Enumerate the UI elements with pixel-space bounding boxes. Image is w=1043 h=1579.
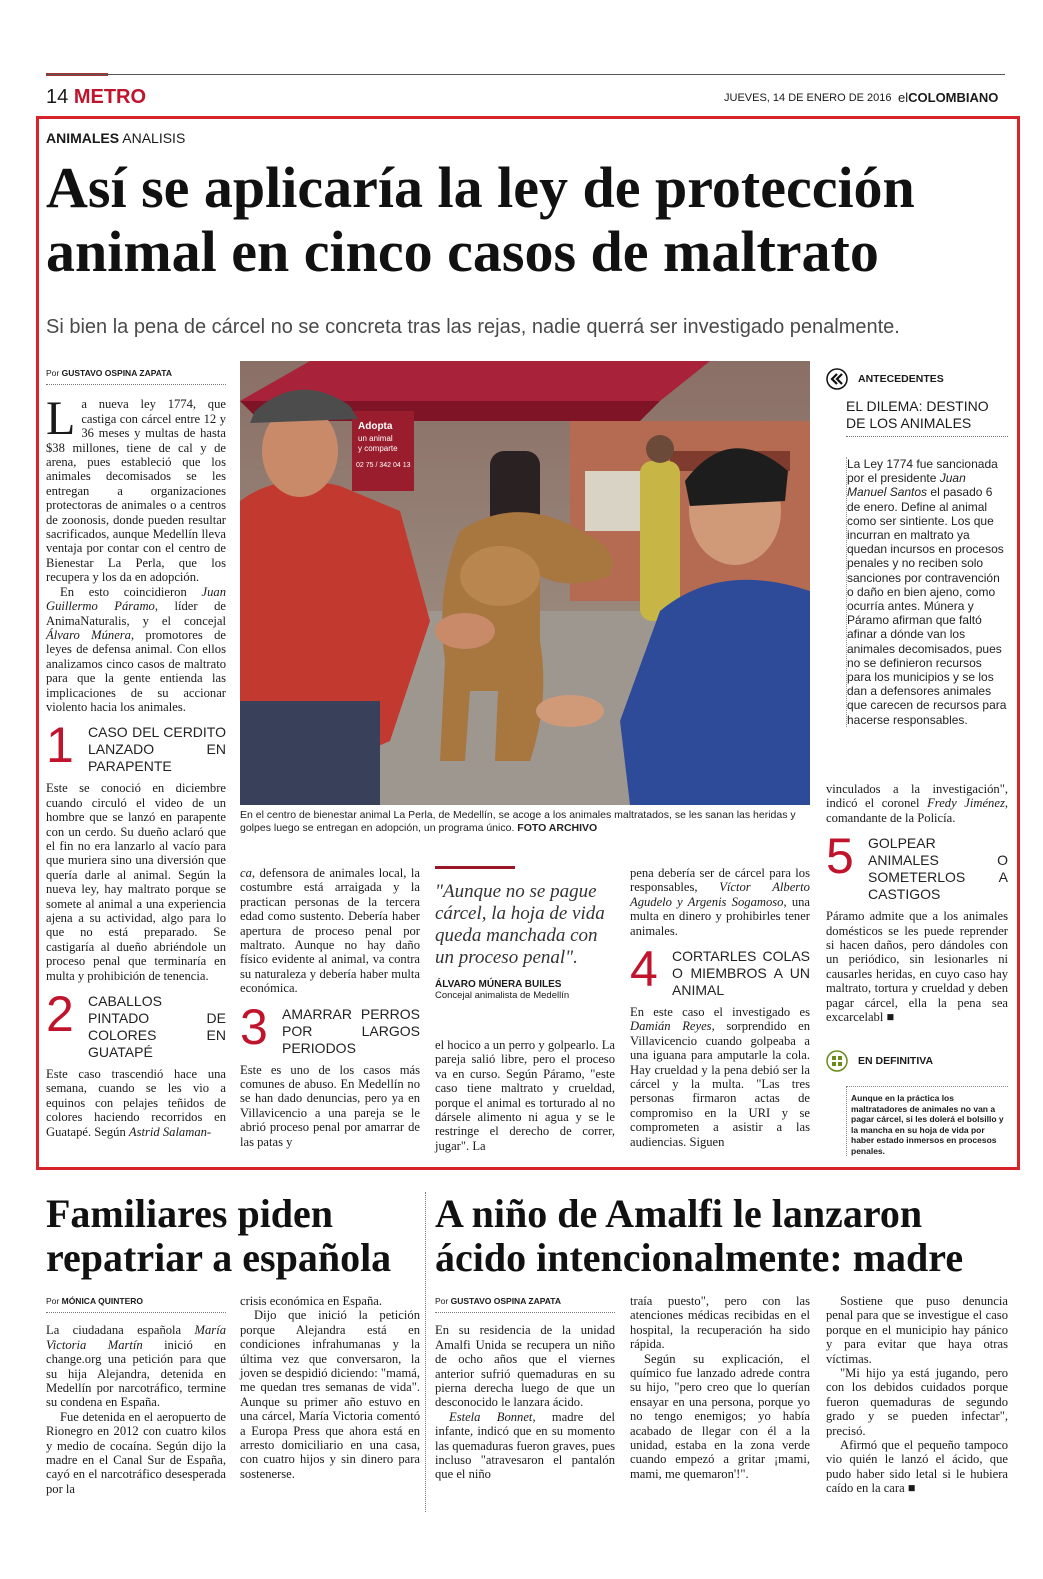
left-story-column-1 xyxy=(46,1294,226,1496)
byline-name: MÓNICA QUINTERO xyxy=(61,1296,143,1306)
case-3-text: Este es uno de los casos más comunes de abuso. En Medellín no se han dado denuncias, pero ya en Villavicencio a una pareja se le abrió proceso penal por amarrar de las patas y xyxy=(240,1062,420,1149)
paragraph: traía puesto", pero con las atenciones médicas recibidas en el hospital, la recuperación ha sido rápida. xyxy=(630,1294,810,1352)
sidebar-title: EL DILEMA: DESTINO DE LOS ANIMALES xyxy=(846,398,1008,437)
text: La ciudadana española xyxy=(46,1323,182,1338)
text: , promotores de leyes de defensa animal. Con ellos analizamos cinco casos de maltrato para que la gente entienda las implicaciones de su accionar violento hacia los animales. xyxy=(46,627,226,714)
byline-prefix: Por xyxy=(46,1296,60,1306)
text: , defensora de animales local, la costumbre está arraigada y la practican personas de la tercera edad como sustento. Debería haber apertura de proceso penal por maltrato. Aunque no hay daño físico evidente al animal, va contra su naturaleza y debería haber multa económica. xyxy=(240,866,420,996)
page-number: 14 xyxy=(46,86,69,108)
paragraph xyxy=(46,585,226,715)
person-name: Fredy Jiménez xyxy=(927,796,1005,811)
person-name: Juan Manuel Santos xyxy=(847,471,966,500)
paragraph: Según su explicación, el químico fue lanzado adrede contra su hijo, "pero creo que lo querían ensayar en una persona, porque yo no tengo enemigos; yo había acabado de llegar con él a la unidad, estaba en la zona verde cuando empezó a gritar ¡mami, mami, me quemaron'!". xyxy=(630,1351,810,1481)
case-title: AMARRAR PERROS POR LARGOS PERIODOS xyxy=(282,1005,420,1056)
case-5-text: Páramo admite que a los animales domésticos se les puede reprender si hacen daños, pero dándoles con un periódico, sin lesionarles ni causarles heridas, en cuyo caso hay maltrato, tortura y crueldad y deben pagar cárcel, ella la pena sea excarcelabl ■ xyxy=(826,909,1008,1025)
summary-label xyxy=(826,1050,1008,1072)
person-name: Astrid Salaman- xyxy=(128,1124,212,1139)
page-section xyxy=(46,86,146,109)
case-2-heading xyxy=(46,986,226,1061)
column-5 xyxy=(826,782,1008,1024)
column-2 xyxy=(240,866,420,1149)
paragraph: "Mi hijo ya está jugando, pero con los debidos cuidados porque fueron quemaduras de segundo grado y se pueden infectar", precisó. xyxy=(826,1366,1008,1438)
right-story-column-2 xyxy=(630,1294,810,1481)
text: vinculados a la investigación", indicó el coronel xyxy=(826,782,1008,811)
column-4 xyxy=(630,866,810,1149)
paragraph xyxy=(630,866,810,938)
summary-label-text: EN DEFINITIVA xyxy=(858,1055,934,1067)
kicker-topic: ANIMALES xyxy=(46,130,120,146)
text: , sorprendido en Villavicencio cuando golpeaba a una iguana para amputarle la cola. Hay crueldad y la pena debió ser la cárcel y la multa. "Las tres personas firmaron actas de compromiso en la URI y se comprometen a asistir a las audiencias. Siguen xyxy=(630,1019,810,1149)
deck: Si bien la pena de cárcel no se concreta tras las rejas, nadie querrá ser investigado penalmente. xyxy=(46,316,900,338)
case-number: 2 xyxy=(46,986,74,1043)
byline-name: GUSTAVO OSPINA ZAPATA xyxy=(450,1296,561,1306)
case-number: 1 xyxy=(46,717,74,774)
kicker-type: ANALISIS xyxy=(122,130,186,146)
lead-paragraph xyxy=(46,392,226,585)
byline xyxy=(46,366,226,385)
photo-sign-line: Adopta xyxy=(358,421,393,432)
case-number: 3 xyxy=(240,998,268,1055)
sidebar-label-text: ANTECEDENTES xyxy=(858,373,944,385)
case-number: 4 xyxy=(630,941,658,998)
newspaper-prefix: el xyxy=(898,90,909,105)
text: , una multa en dinero y prohibirles tener animales. xyxy=(630,894,810,938)
kicker xyxy=(46,130,185,146)
text: el pasado 6 de enero. Define al animal como ser sintiente. Los que incurran en maltrato ya quedan incursos en procesos penales y no reciben solo sanciones por contravención o daño en bien ajeno, como ocurría antes. Múnera y Páramo afirman que faltó afinar a dónde van los animales decomisados, pues no se definieron recursos para los municipios y se los dan a defensores animales que carecen de recursos para hacerse responsables. xyxy=(847,485,1007,727)
case-title: CASO DEL CERDITO LANZADO EN PARAPENTE xyxy=(88,724,226,775)
paragraph: Afirmó que el pequeño tampoco vio quién le lanzó el ácido, que pudo haber sido letal si le hubiera caído en la cara ■ xyxy=(826,1438,1008,1496)
photo-sign-line: un animal xyxy=(358,434,393,443)
paragraph xyxy=(847,457,1008,727)
person-name: Estela Bonnet xyxy=(449,1409,533,1424)
newspaper-brand: COLOMBIANO xyxy=(908,90,999,105)
sidebar-background xyxy=(826,368,1008,727)
paragraph: Dijo que inició la petición porque Alejandra está en condiciones infrahumanas y la última vez que conversaron, la joven se despidió diciendo: "mamá, me quedan tres semanas de vida". Aunque su primer año estuvo en una cárcel, María Victoria comentó a Europa Press que ahora está en arresto domiciliario en una casa, con cuatro hijos y sin dinero para sostenerse. xyxy=(240,1308,420,1481)
right-story-headline: A niño de Amalfi le lanzaron ácido intencionalmente: madre xyxy=(435,1191,964,1280)
byline xyxy=(46,1294,226,1313)
pull-quote-rule xyxy=(435,866,515,869)
issue-date: JUEVES, 14 DE ENERO DE 2016 xyxy=(724,92,892,104)
right-story-column-1 xyxy=(435,1294,615,1482)
paragraph: Sostiene que puso denuncia penal para que se investigue el caso porque en el municipio hay pánico y para evitar que haya otras víctimas. xyxy=(826,1294,1008,1366)
column-3 xyxy=(435,1038,615,1153)
person-name: Álvaro Múnera xyxy=(46,627,131,642)
case-1-heading xyxy=(46,717,226,775)
paragraph: En su residencia de la unidad Amalfi Unida se recupera un niño de ocho años que el viernes anterior sufrió quemaduras en su pierna derecha luego de que un desconocido le lanzara ácido. xyxy=(435,1323,615,1410)
byline-prefix: Por xyxy=(435,1296,449,1306)
case-4-text xyxy=(630,1005,810,1149)
case-5-heading xyxy=(826,828,1008,903)
paragraph: crisis económica en España. xyxy=(240,1294,382,1308)
paragraph xyxy=(826,782,1008,825)
person-name: ca xyxy=(240,866,252,880)
case-2-text xyxy=(46,1067,226,1139)
paragraph: el hocico a un perro y golpearlo. La pareja salió libre, pero el proceso va en curso. Según Páramo, "este caso tiene maltrato y crueldad, porque el animal es torturado al no dársele alimento ni agua y se le restringe el derecho de correr, jugar". La xyxy=(435,1038,615,1153)
sidebar-label xyxy=(826,368,1008,390)
right-story-column-3 xyxy=(826,1294,1008,1496)
text: La Ley 1774 fue sancionada por el presidente xyxy=(847,457,998,486)
pull-quote-name: ÁLVARO MÚNERA BUILES xyxy=(435,979,562,990)
paragraph: Fue detenida en el aeropuerto de Rionegro en 2012 con cuatro kilos y medio de cocaína. Según dijo la madre en el Canal Sur de España, cayó en el narcotráfico desesperada por la xyxy=(46,1409,226,1496)
dots-grid-icon xyxy=(826,1050,848,1072)
person-name: Juan Guillermo Páramo xyxy=(46,584,226,614)
caption-text: En el centro de bienestar animal La Perla, de Medellín, se acoge a los animales maltratados, se les sanan las heridas y golpes luego se entregan en adopción, un programa único. xyxy=(240,809,796,834)
column-divider xyxy=(425,1192,426,1512)
text: , líder de AnimaNaturalis, y el concejal xyxy=(46,599,226,628)
header-rule xyxy=(46,74,1005,75)
case-1-text: Este se conoció en diciembre cuando circuló el video de un hombre que se lanzó en parapente con un cerdo. Su dueño aclaró que el fin no era lanzarlo al vacío para que muriera sino una diversión que quería darle al animal. Según la nueva ley, hay maltrato porque se somete al animal a una experiencia ajena a su actividad, algo para lo que no está preparado. Se castigaría al dueño abriéndole un proceso penal que terminaría en multa y prohibición de tenencia. xyxy=(46,781,226,983)
case-title: CABALLOS PINTADO DE COLORES EN GUATAPÉ xyxy=(88,993,226,1061)
paragraph xyxy=(435,1410,615,1482)
column-1 xyxy=(46,366,226,1139)
summary-text: Aunque en la práctica los maltratadores de animales no van a pagar cárcel, si les dolerá el bolsillo y la mancha en su hoja de vida por haber estado inmersos en procesos penales. xyxy=(846,1086,1008,1156)
drop-cap: L xyxy=(46,392,76,446)
article-photo xyxy=(240,361,810,805)
case-3-heading xyxy=(240,998,420,1057)
summary-box xyxy=(826,1050,1008,1156)
byline xyxy=(435,1294,615,1313)
lead-text: a nueva ley 1774, que castiga con cárcel entre 12 y 36 meses y multas de hasta $38 millones, tiene de cal y de arena, pues estableció que los animales decomisados se les entregan a organizaciones protectoras de animales o a centros de zoonosis, donde pueden resultar sacrificados, aunque Medellín lleva ventaja por contar con el centro de Bienestar La Perla, que los recupera y los da en adopción. xyxy=(46,397,226,585)
text: , comandante de la Policía. xyxy=(826,796,1008,825)
double-chevron-icon xyxy=(826,368,848,390)
text: En este caso el investigado es xyxy=(630,1005,810,1020)
paragraph xyxy=(240,866,420,996)
text: pena debería ser de cárcel para los responsables, xyxy=(630,866,810,895)
photo-sign-line: y comparte xyxy=(358,444,398,453)
person-name: María Victoria Martín xyxy=(46,1323,226,1352)
text: inició en change.org una petición para que su hija Alejandra, detenida en Medellín por narcotráfico, termine su condena en España. xyxy=(46,1337,226,1410)
sidebar-body xyxy=(846,457,1008,727)
newspaper-name xyxy=(898,90,998,105)
case-title: CORTARLES COLAS O MIEMBROS A UN ANIMAL xyxy=(672,948,810,999)
byline-prefix: Por xyxy=(46,368,60,378)
section-name: METRO xyxy=(73,86,147,108)
text: Este caso trascendió hace una semana, cuando se les vio a equinos con pelajes teñidos de colores haciendo recorridos en Guatapé. Según xyxy=(46,1067,226,1139)
left-story-headline: Familiares piden repatriar a española xyxy=(46,1191,392,1280)
byline-name: GUSTAVO OSPINA ZAPATA xyxy=(61,368,172,378)
photo-credit: FOTO ARCHIVO xyxy=(517,822,598,834)
pull-quote xyxy=(435,866,615,1001)
text: En esto coincidieron xyxy=(60,584,187,599)
left-story-column-2 xyxy=(240,1294,420,1481)
photo-caption xyxy=(240,809,810,835)
photo-illustration xyxy=(240,361,810,805)
person-name: Damián Reyes xyxy=(630,1019,712,1034)
text: , madre del infante, indicó que en su momento las quemaduras fueron graves, pues incluso "atravesaron el pantalón que el niño xyxy=(435,1409,615,1482)
case-4-heading xyxy=(630,941,810,999)
pull-quote-role: Concejal animalista de Medellín xyxy=(435,990,570,1001)
main-headline: Así se aplicaría la ley de protección animal en cinco casos de maltrato xyxy=(46,155,915,284)
person-name: Víctor Alberto Agudelo y Argenis Sogamoso xyxy=(630,880,810,909)
pull-quote-text: "Aunque no se pague cárcel, la hoja de vida queda manchada con un proceso penal". xyxy=(435,881,605,968)
paragraph xyxy=(46,1323,226,1409)
case-number: 5 xyxy=(826,828,854,885)
photo-sign-line: 02 75 / 342 04 13 xyxy=(356,462,411,469)
case-title: GOLPEAR ANIMALES O SOMETERLOS A CASTIGOS xyxy=(868,835,1008,903)
